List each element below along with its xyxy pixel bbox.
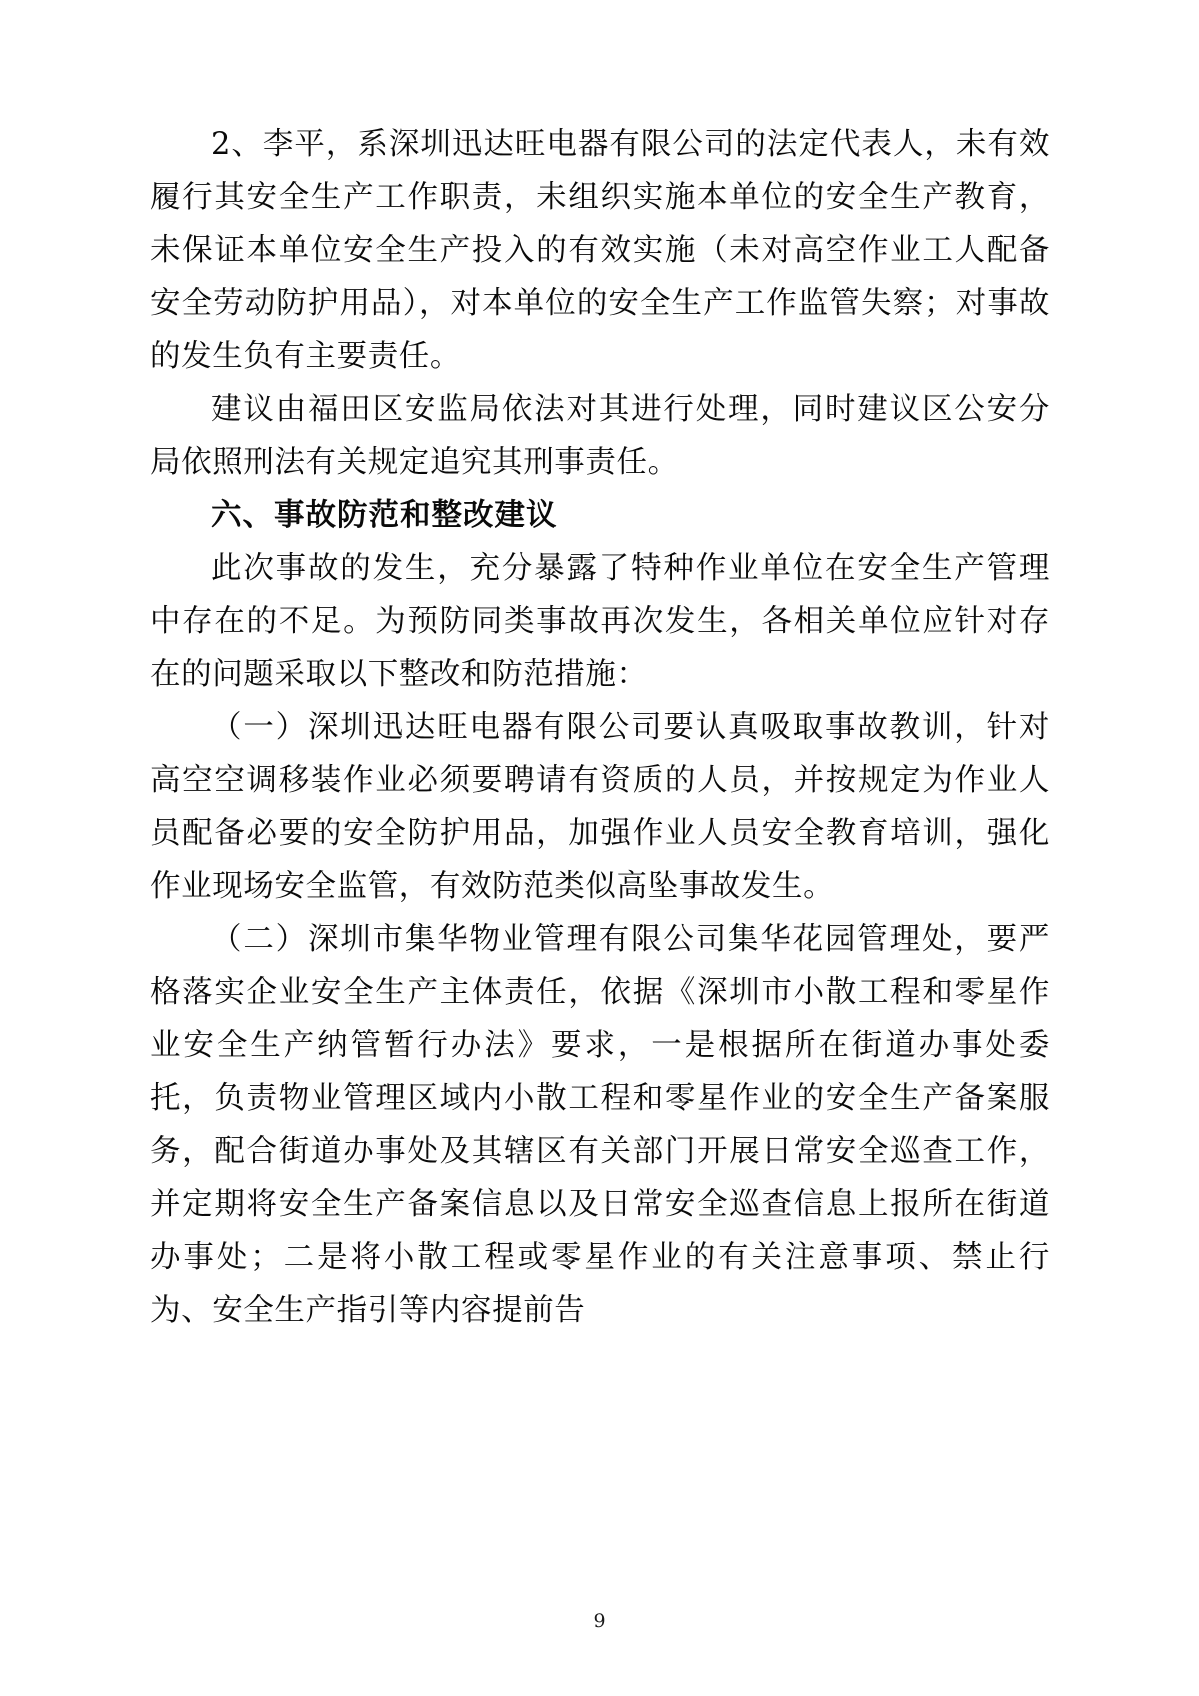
paragraph-accident-exposure: 此次事故的发生，充分暴露了特种作业单位在安全生产管理中存在的不足。为预防同类事故再次发生，各相关单位应针对存在的问题采取以下整改和防范措施： (150, 551, 1050, 692)
document-body (150, 118, 1050, 1337)
paragraph-measure-one: （一）深圳迅达旺电器有限公司要认真吸取事故教训，针对高空空调移装作业必须要聘请有资质的人员，并按规定为作业人员配备必要的安全防护用品，加强作业人员安全教育培训，强化作业现场安全监管，有效防范类似高坠事故发生。 (150, 710, 1050, 904)
paragraph-measure-two: （二）深圳市集华物业管理有限公司集华花园管理处，要严格落实企业安全生产主体责任，依据《深圳市小散工程和零星作业安全生产纳管暂行办法》要求，一是根据所在街道办事处委托，负责物业管理区域内小散工程和零星作业的安全生产备案服务，配合街道办事处及其辖区有关部门开展日常安全巡查工作，并定期将安全生产备案信息以及日常安全巡查信息上报所在街道办事处；二是将小散工程或零星作业的有关注意事项、禁止行为、安全生产指引等内容提前告 (150, 922, 1050, 1328)
paragraph-li-ping-responsibility: 2、李平，系深圳迅达旺电器有限公司的法定代表人，未有效履行其安全生产工作职责，未组织实施本单位的安全生产教育，未保证本单位安全生产投入的有效实施（未对高空作业工人配备安全劳动防护用品），对本单位的安全生产工作监管失察；对事故的发生负有主要责任。 (150, 127, 1050, 374)
section-heading-six: 六、事故防范和整改建议 (211, 498, 558, 533)
paragraph-recommendation-futian-bureau: 建议由福田区安监局依法对其进行处理，同时建议区公安分局依照刑法有关规定追究其刑事责任。 (150, 392, 1050, 480)
page-number: 9 (593, 1610, 606, 1632)
